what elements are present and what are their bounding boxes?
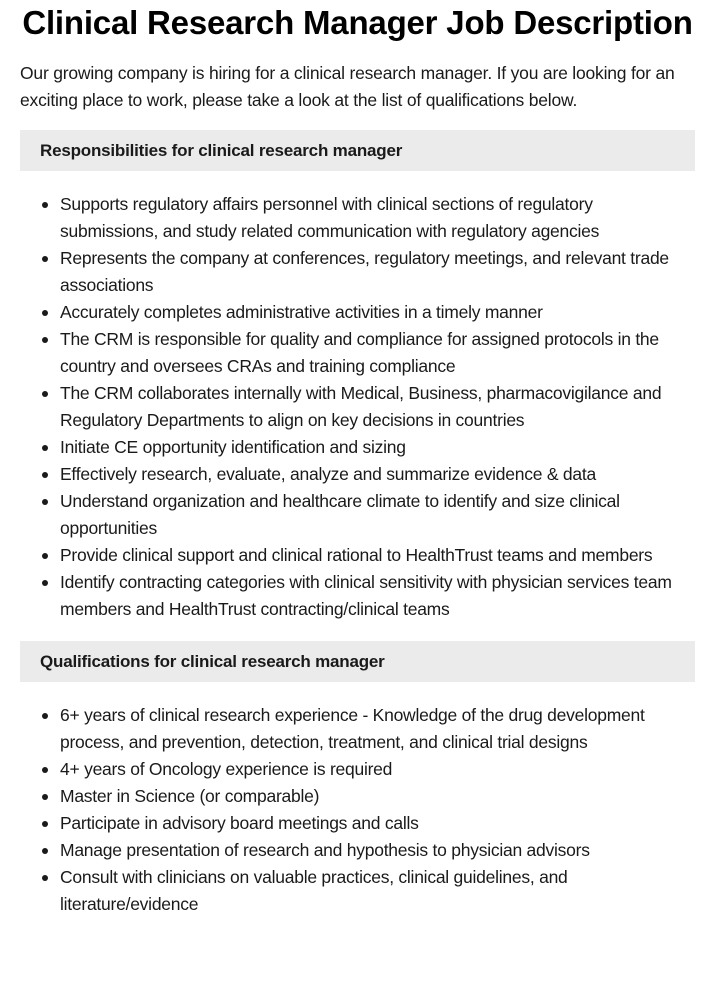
list-item bbox=[20, 191, 695, 245]
bullet-icon bbox=[42, 875, 48, 881]
bullet-icon bbox=[42, 445, 48, 451]
list-item-text: Participate in advisory board meetings and calls bbox=[60, 813, 419, 833]
bullet-icon bbox=[42, 767, 48, 773]
list-item-text: Consult with clinicians on valuable practices, clinical guidelines, and literature/evidence bbox=[60, 867, 568, 914]
list-item bbox=[20, 702, 695, 756]
list-item bbox=[20, 488, 695, 542]
list-item bbox=[20, 299, 695, 326]
list-item-text: Represents the company at conferences, regulatory meetings, and relevant trade associations bbox=[60, 248, 669, 295]
list-item bbox=[20, 434, 695, 461]
bullet-icon bbox=[42, 794, 48, 800]
list-item-text: The CRM is responsible for quality and compliance for assigned protocols in the country and oversees CRAs and training compliance bbox=[60, 329, 659, 376]
bullet-icon bbox=[42, 499, 48, 505]
list-item bbox=[20, 380, 695, 434]
list-item-text: Accurately completes administrative activities in a timely manner bbox=[60, 302, 543, 322]
list-item-text: Understand organization and healthcare climate to identify and size clinical opportunities bbox=[60, 491, 620, 538]
list-item-text: Identify contracting categories with clinical sensitivity with physician services team members and HealthTrust contracting/clinical teams bbox=[60, 572, 672, 619]
list-item-text: Manage presentation of research and hypothesis to physician advisors bbox=[60, 840, 590, 860]
bullet-icon bbox=[42, 391, 48, 397]
list-item-text: Supports regulatory affairs personnel with clinical sections of regulatory submissions, and study related communication with regulatory agencies bbox=[60, 194, 600, 241]
list-item bbox=[20, 326, 695, 380]
bullet-icon bbox=[42, 553, 48, 559]
list-item-text: The CRM collaborates internally with Medical, Business, pharmacovigilance and Regulatory Departments to align on key decisions in countries bbox=[60, 383, 662, 430]
list-item-text: Provide clinical support and clinical rational to HealthTrust teams and members bbox=[60, 545, 653, 565]
responsibilities-section bbox=[20, 130, 695, 623]
list-item bbox=[20, 810, 695, 837]
list-item-text: Master in Science (or comparable) bbox=[60, 786, 320, 806]
bullet-icon bbox=[42, 713, 48, 719]
bullet-icon bbox=[42, 821, 48, 827]
bullet-icon bbox=[42, 310, 48, 316]
bullet-icon bbox=[42, 472, 48, 478]
list-item-text: Effectively research, evaluate, analyze and summarize evidence & data bbox=[60, 464, 596, 484]
list-item bbox=[20, 756, 695, 783]
qualifications-section bbox=[20, 641, 695, 918]
bullet-icon bbox=[42, 202, 48, 208]
list-item bbox=[20, 569, 695, 623]
list-item-text: 6+ years of clinical research experience - Knowledge of the drug development process, and prevention, detection, treatment, and clinical trial designs bbox=[60, 705, 645, 752]
bullet-icon bbox=[42, 256, 48, 262]
list-item bbox=[20, 837, 695, 864]
intro-paragraph: Our growing company is hiring for a clinical research manager. If you are looking for an exciting place to work, please take a look at the list of qualifications below. bbox=[20, 63, 675, 110]
bullet-icon bbox=[42, 580, 48, 586]
qualifications-heading: Qualifications for clinical research manager bbox=[20, 641, 695, 682]
list-item bbox=[20, 245, 695, 299]
page-title: Clinical Research Manager Job Description bbox=[22, 4, 693, 41]
list-item-text: Initiate CE opportunity identification and sizing bbox=[60, 437, 406, 457]
list-item bbox=[20, 461, 695, 488]
list-item-text: 4+ years of Oncology experience is required bbox=[60, 759, 393, 779]
responsibilities-list bbox=[20, 171, 695, 623]
bullet-icon bbox=[42, 337, 48, 343]
responsibilities-heading: Responsibilities for clinical research manager bbox=[20, 130, 695, 171]
list-item bbox=[20, 542, 695, 569]
bullet-icon bbox=[42, 848, 48, 854]
list-item bbox=[20, 864, 695, 918]
qualifications-list bbox=[20, 682, 695, 918]
list-item bbox=[20, 783, 695, 810]
